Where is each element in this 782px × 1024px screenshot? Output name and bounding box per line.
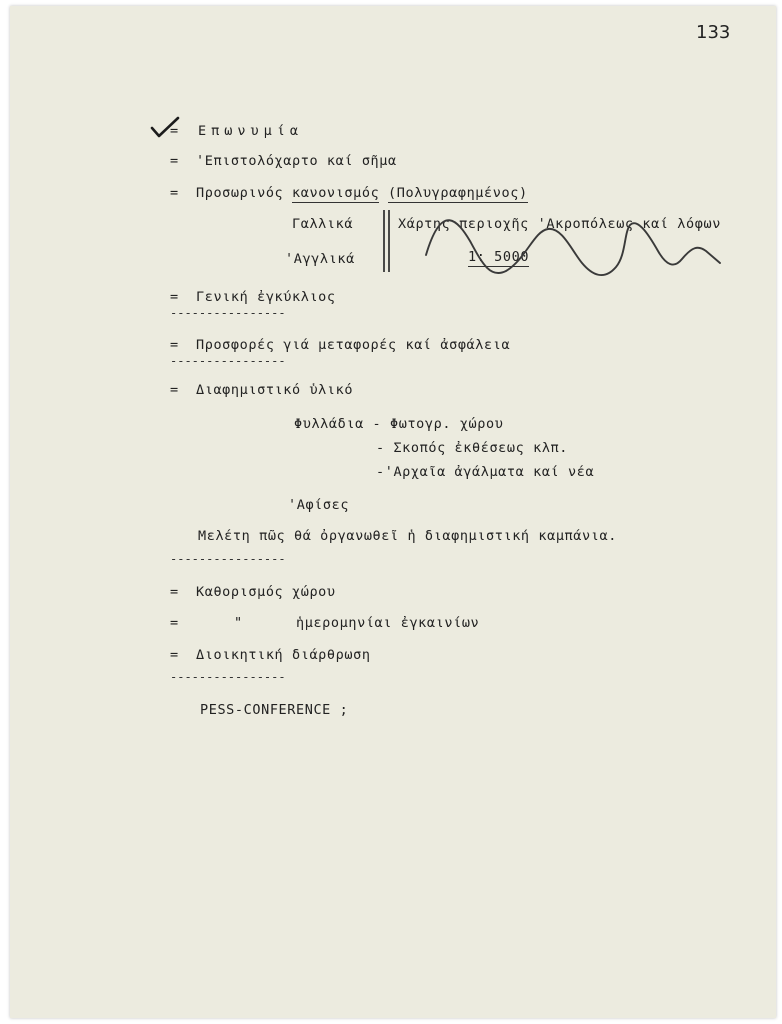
ditto-mark: "	[234, 615, 243, 631]
item-kathorismos: Καθορισμός χώρου	[196, 584, 336, 600]
eq-mark: =	[170, 337, 179, 353]
dash-rule: ----------------	[170, 354, 286, 368]
item-epistoloxarto: 'Επιστολόχαρτο καί σῆμα	[196, 153, 397, 169]
item-arxaia: -'Αρχαῖα ἀγάλματα καί νέα	[376, 464, 595, 480]
item-klimaka: 1: 5000	[468, 249, 530, 265]
item-fylladia: Φυλλάδια - Φωτογρ. χώρου	[294, 416, 504, 432]
item-skopos: - Σκοπός ἐκθέσεως κλπ.	[376, 440, 569, 456]
page-number: 133	[696, 22, 731, 43]
document-page	[10, 6, 776, 1018]
eq-mark: =	[170, 647, 179, 663]
item-geniki: Γενική ἐγκύκλιος	[196, 289, 336, 305]
eq-mark: =	[170, 185, 179, 201]
eq-mark: =	[170, 153, 179, 169]
dash-rule: ----------------	[170, 670, 286, 684]
item-prosfores: Προσφορές γιά μεταφορές καί ἀσφάλεια	[196, 337, 511, 353]
kanonismos-underlined: κανονισμός	[292, 185, 380, 201]
eq-mark: =	[170, 615, 179, 631]
item-press-conference: PESS-CONFERENCE ;	[200, 702, 349, 718]
item-meleti: Μελέτη πῶς θά ὀργανωθεῖ ἡ διαφημιστική καμπάνια.	[198, 528, 617, 544]
item-imerominiai: ἡμερομηνίαι ἐγκαινίων	[296, 615, 480, 631]
item-dioikitiki: Διοικητική διάρθρωση	[196, 647, 371, 663]
language-english: 'Αγγλικά	[285, 251, 355, 267]
item-afises: 'Αφίσες	[288, 497, 350, 513]
pencil-scribble	[422, 211, 722, 283]
double-bracket-icon	[382, 210, 392, 272]
dash-rule: ----------------	[170, 552, 286, 566]
item-eponymia: Επωνυμία	[198, 123, 304, 139]
dash-rule: ----------------	[170, 306, 286, 320]
item-xartis: Χάρτης περιοχῆς 'Ακροπόλεως καί λόφων	[398, 216, 721, 232]
item-diafimistiko: Διαφημιστικό ὑλικό	[196, 382, 354, 398]
eq-mark: =	[170, 382, 179, 398]
prosorinos-word: Προσωρινός	[196, 185, 284, 201]
eq-mark: =	[170, 584, 179, 600]
polygrafimenos-underlined: (Πολυγραφημένος)	[388, 185, 528, 201]
eq-mark: =	[170, 289, 179, 305]
eq-mark: =	[170, 123, 179, 139]
item-prosorinos	[196, 185, 528, 201]
language-french: Γαλλικά	[292, 216, 354, 232]
